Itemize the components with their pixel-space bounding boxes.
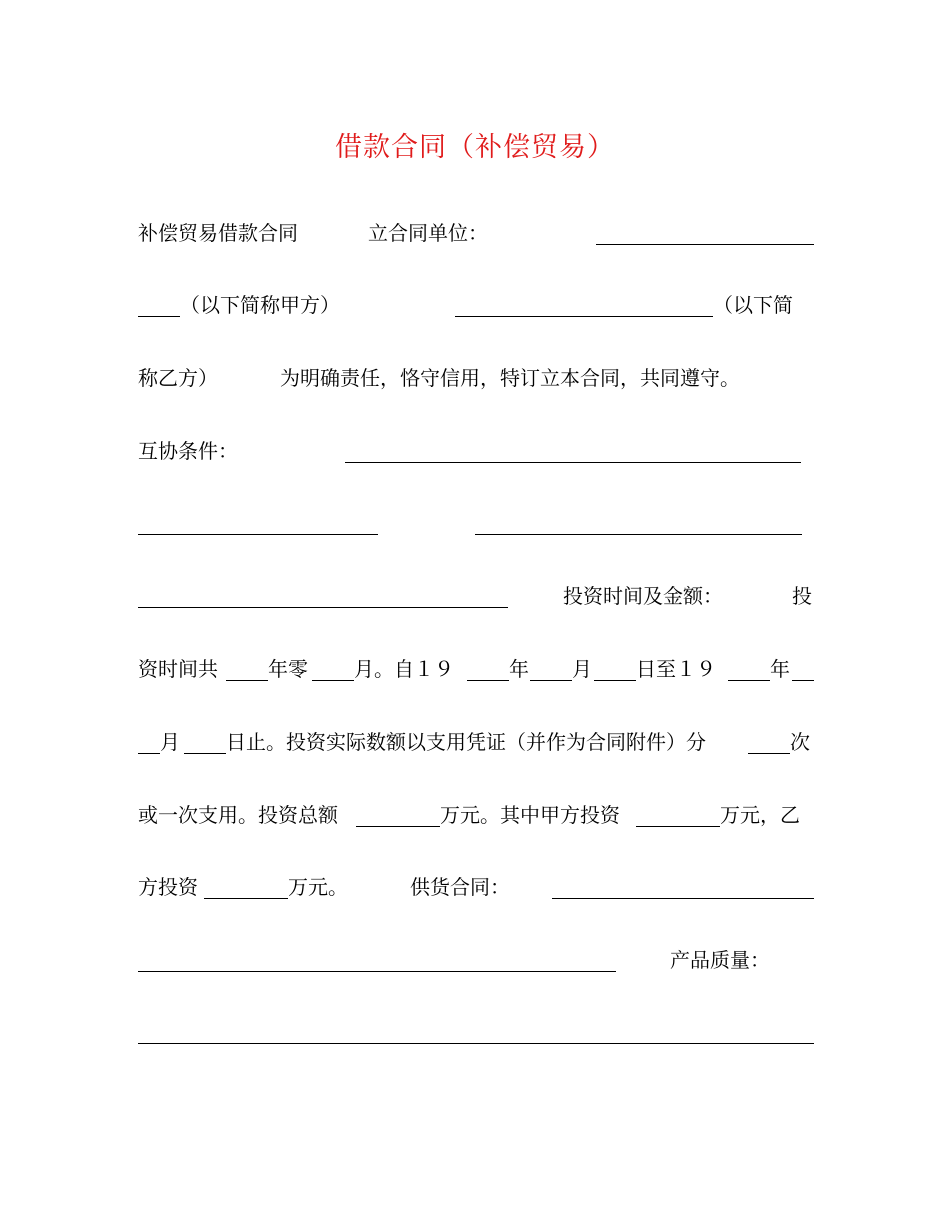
text-segment: 年 — [509, 657, 529, 681]
text-segment: 月。自１９ — [354, 657, 454, 681]
text-line-6 — [138, 576, 814, 616]
text-segment: 资时间共 — [138, 657, 218, 681]
text-segment: 月 — [160, 730, 180, 754]
fill-blank — [204, 898, 288, 899]
text-segment: （以下简称甲方） — [180, 293, 340, 317]
fill-blank — [552, 898, 814, 899]
fill-blank — [138, 316, 180, 317]
fill-blank — [138, 1043, 814, 1044]
fill-blank — [594, 680, 636, 681]
fill-blank — [345, 462, 801, 463]
text-segment: 次 — [790, 730, 810, 754]
text-segment: 投资时间及金额： — [563, 584, 723, 608]
text-line-1 — [138, 213, 814, 253]
text-line-8 — [138, 722, 814, 762]
text-segment: 产品质量： — [670, 948, 770, 972]
fill-blank — [184, 753, 226, 754]
text-segment: 互协条件： — [138, 439, 238, 463]
fill-blank — [138, 971, 616, 972]
text-segment: 年 — [770, 657, 790, 681]
text-line-10 — [138, 867, 814, 907]
text-segment: 投 — [792, 584, 812, 608]
fill-blank — [138, 753, 160, 754]
text-line-7 — [138, 649, 814, 689]
fill-blank — [728, 680, 770, 681]
text-segment: 年零 — [268, 657, 308, 681]
fill-blank — [792, 680, 814, 681]
text-segment: 万元，乙 — [720, 803, 800, 827]
text-segment: 方投资 — [138, 875, 198, 899]
text-segment: 为明确责任，恪守信用，特订立本合同，共同遵守。 — [280, 366, 740, 390]
fill-blank — [596, 244, 814, 245]
text-segment: 或一次支用。投资总额 — [138, 803, 338, 827]
text-line-2 — [138, 285, 814, 325]
text-segment: 立合同单位： — [368, 221, 488, 245]
fill-blank — [636, 826, 720, 827]
fill-blank — [226, 680, 268, 681]
text-segment: 供货合同： — [410, 875, 510, 899]
fill-blank — [138, 607, 508, 608]
text-segment: 月 — [572, 657, 592, 681]
text-segment: 万元。 — [288, 875, 348, 899]
text-segment: 补偿贸易借款合同 — [138, 221, 298, 245]
text-line-9 — [138, 795, 814, 835]
fill-blank — [138, 534, 378, 535]
fill-blank — [475, 534, 802, 535]
text-line-11 — [138, 940, 814, 980]
text-segment: 万元。其中甲方投资 — [440, 803, 620, 827]
fill-blank — [356, 826, 440, 827]
fill-blank — [467, 680, 509, 681]
text-segment: （以下简 — [713, 293, 793, 317]
text-line-5 — [138, 503, 814, 543]
text-segment: 日至１９ — [636, 657, 716, 681]
fill-blank — [530, 680, 572, 681]
fill-blank — [748, 753, 790, 754]
text-line-4 — [138, 431, 814, 471]
fill-blank — [455, 316, 713, 317]
text-line-3 — [138, 358, 814, 398]
text-line-12 — [138, 1012, 814, 1052]
fill-blank — [312, 680, 354, 681]
document-title: 借款合同（补偿贸易） — [335, 132, 615, 163]
text-segment: 日止。投资实际数额以支用凭证（并作为合同附件）分 — [226, 730, 706, 754]
text-segment: 称乙方） — [138, 366, 218, 390]
